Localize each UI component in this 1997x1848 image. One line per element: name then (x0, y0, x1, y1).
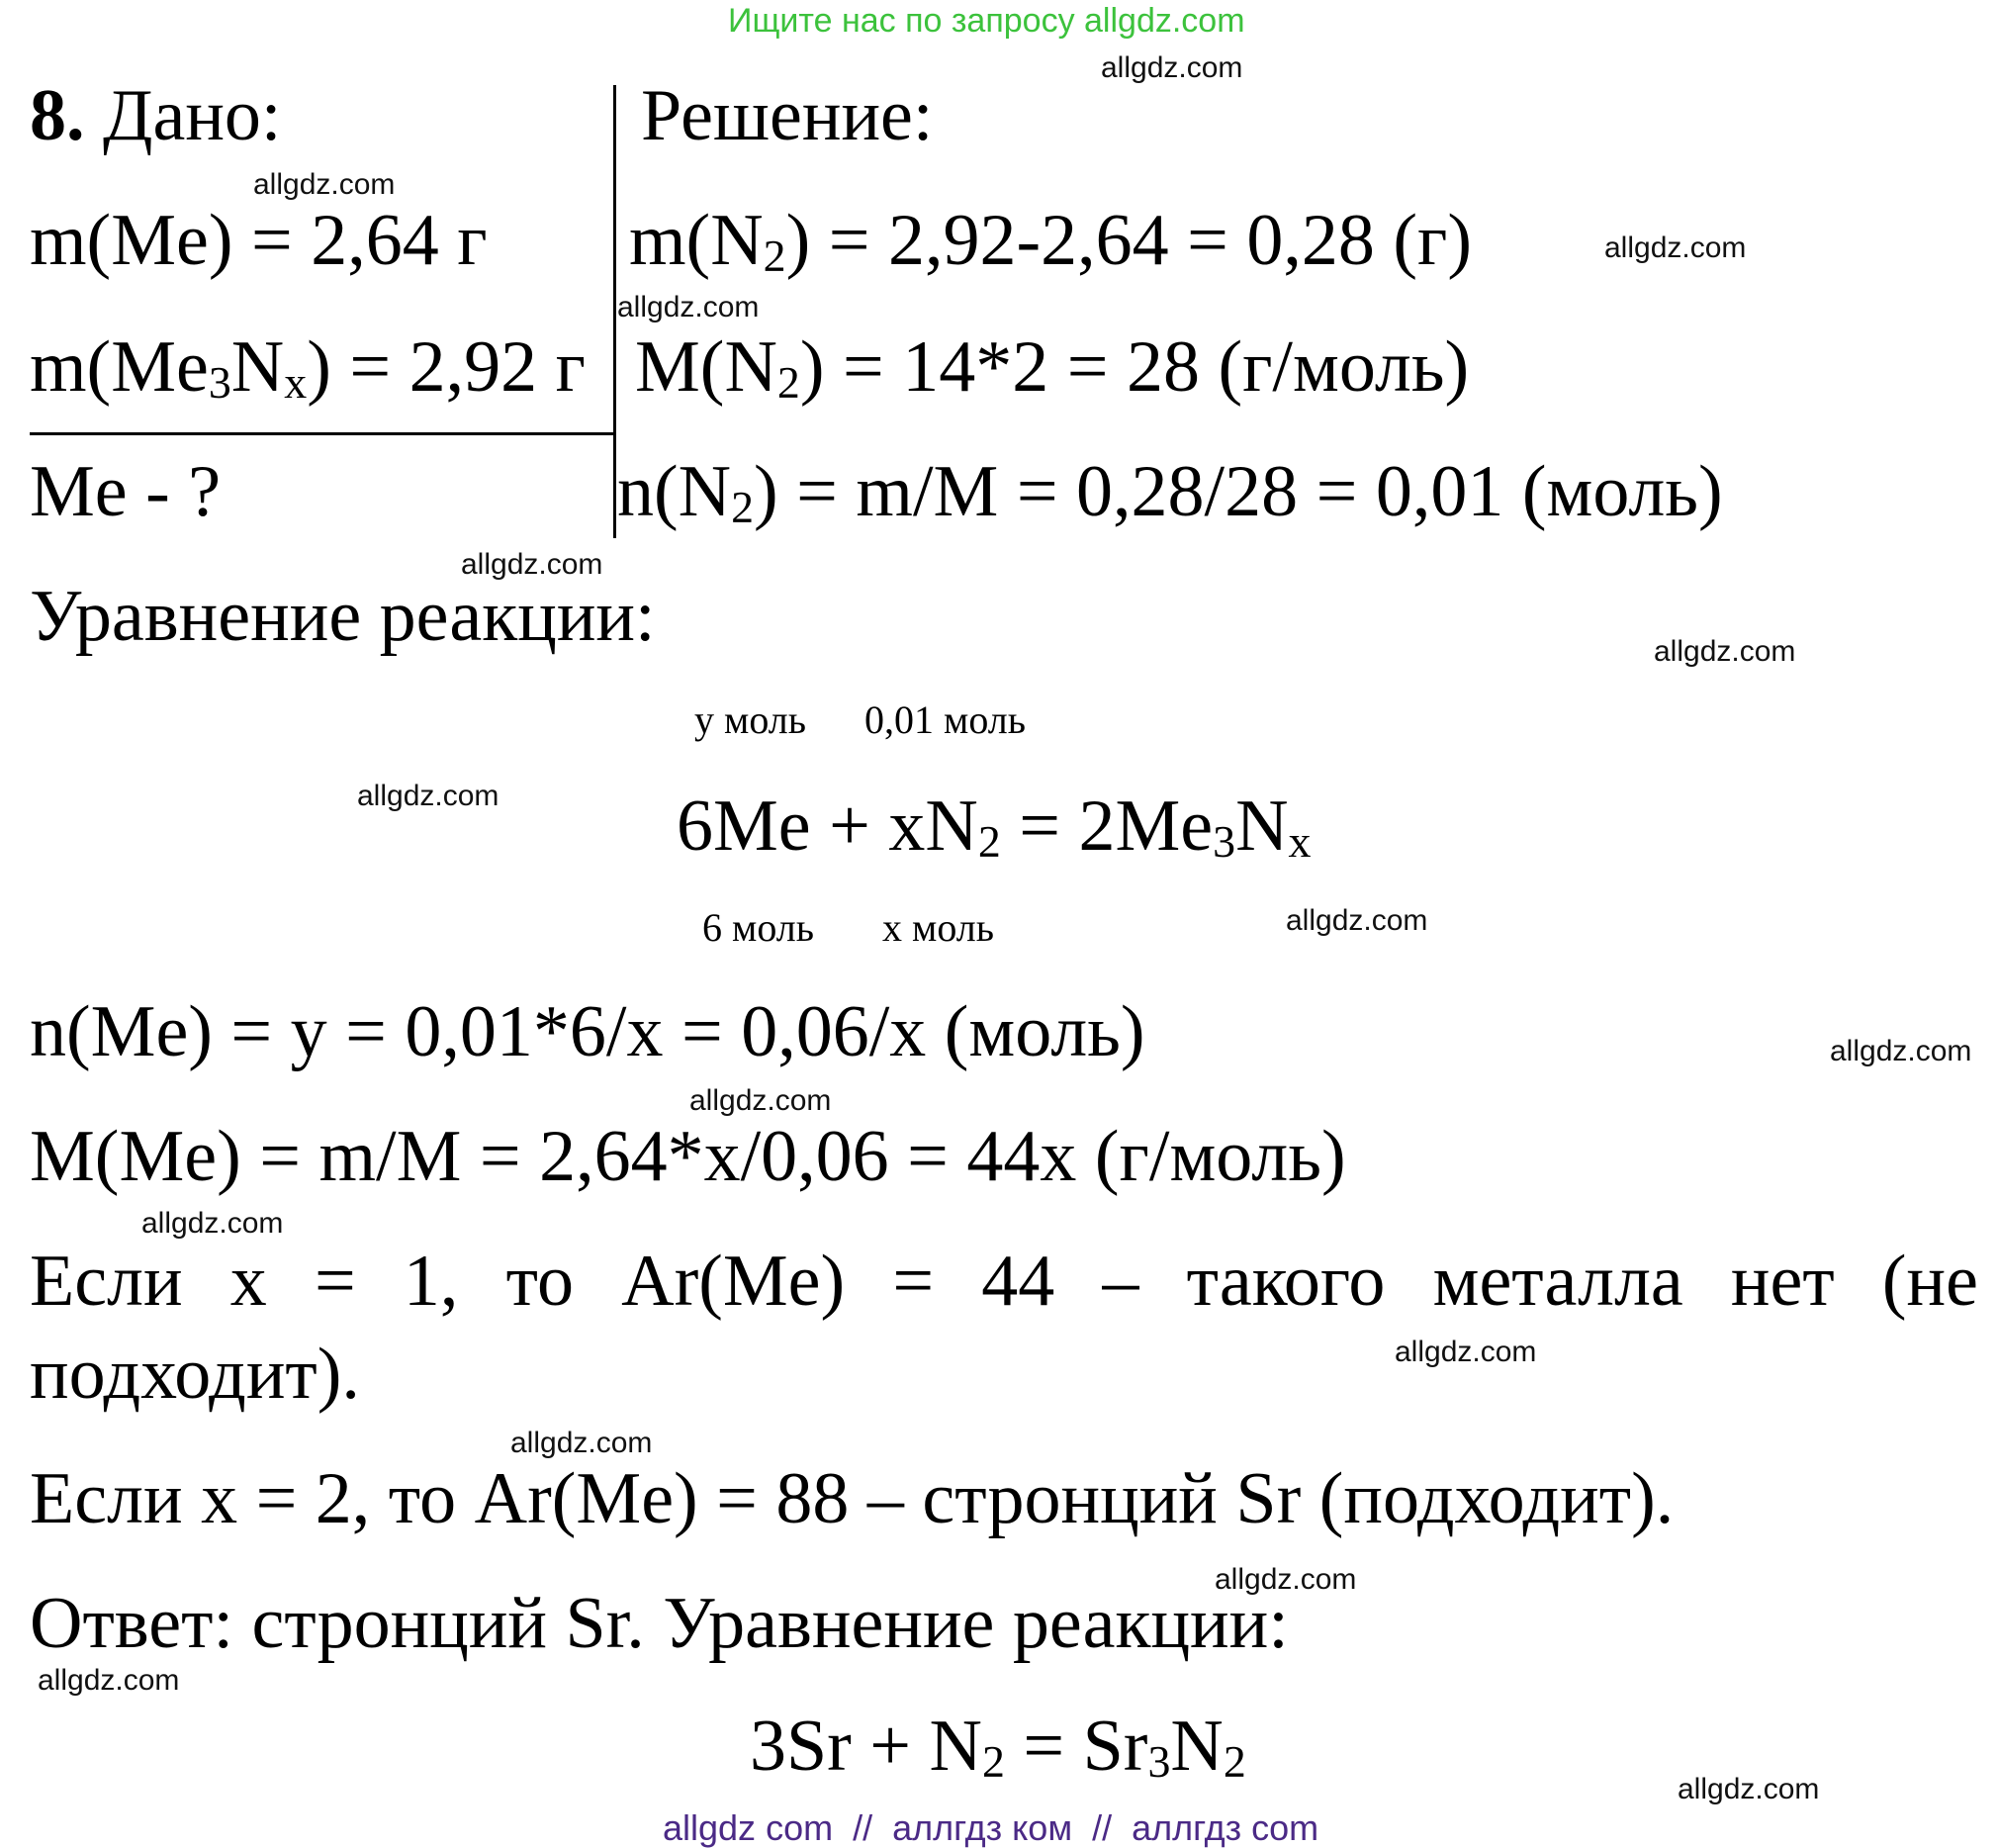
watermark: allgdz.com (357, 780, 499, 812)
watermark: allgdz.com (141, 1207, 284, 1240)
reaction-below-left: 6 моль (702, 905, 814, 950)
watermark: allgdz.com (253, 168, 396, 201)
watermark: allgdz.com (461, 548, 603, 581)
watermark: allgdz.com (1215, 1563, 1357, 1596)
watermark: allgdz.com (689, 1084, 832, 1117)
watermark: allgdz.com (617, 291, 760, 323)
watermark: allgdz.com (1604, 231, 1747, 264)
site-banner: Ищите нас по запросу allgdz.com (728, 2, 1245, 40)
reaction-equation: $6Me + xN_2 = 2Me_3N_x$ (677, 785, 1312, 867)
reaction-label: Уравнение реакции: (30, 576, 656, 657)
calc-molar-mass-metal: M(Me) = m/M = 2,64*x/0,06 = 44x (г/моль) (30, 1116, 1346, 1197)
reaction-below-right: x моль (882, 905, 994, 950)
footer-links: allgdz com // аллгдз ком // аллгдз com (663, 1807, 1319, 1848)
watermark: allgdz.com (510, 1427, 653, 1459)
calc-case-x2: Если x = 2, то Ar(Me) = 88 – стронций Sr (подходит). (30, 1458, 1675, 1539)
solution-mass-n2: $m(N_2) = 2,92-2,64 = 0,28$ (г) (629, 200, 1472, 281)
solution-molar-mass-n2: $M(N_2) = 14*2 = 28$ (г/моль) (635, 326, 1470, 408)
solution-moles-n2: $n(N_2) = m/M = 0,28/28 = 0,01$ (моль) (617, 451, 1723, 532)
solution-label: Решение: (641, 75, 934, 156)
calc-moles-metal: n(Me) = y = 0,01*6/x = 0,06/x (моль) (30, 991, 1145, 1072)
given-label: Дано: (103, 75, 282, 156)
given-mass-metal: m(Me) = 2,64 г (30, 200, 488, 281)
calc-case-x1-line1: Если x = 1, то Ar(Me) = 44 – такого металла нет (не (30, 1241, 1978, 1322)
answer-equation: $3Sr + N_2 = Sr_3N_2$ (750, 1706, 1246, 1787)
given-mass-nitride: $m(Me_3N_x) = 2,92$ г (30, 326, 586, 408)
watermark: allgdz.com (1395, 1336, 1537, 1368)
given-find-divider (30, 432, 613, 435)
find-metal: Me - ? (30, 451, 222, 532)
task-header (30, 75, 282, 156)
reaction-above-right: 0,01 моль (864, 697, 1026, 742)
watermark: allgdz.com (38, 1664, 180, 1697)
watermark: allgdz.com (1830, 1035, 1972, 1067)
task-number: 8. (30, 75, 85, 156)
watermark: allgdz.com (1678, 1773, 1820, 1805)
watermark: allgdz.com (1654, 635, 1796, 668)
given-solution-divider (613, 85, 616, 538)
answer-text: Ответ: стронций Sr. Уравнение реакции: (30, 1583, 1289, 1664)
reaction-above-left: y моль (694, 697, 806, 742)
watermark: allgdz.com (1286, 904, 1428, 937)
calc-case-x1-line2: подходит). (30, 1334, 360, 1415)
watermark: allgdz.com (1101, 51, 1243, 84)
